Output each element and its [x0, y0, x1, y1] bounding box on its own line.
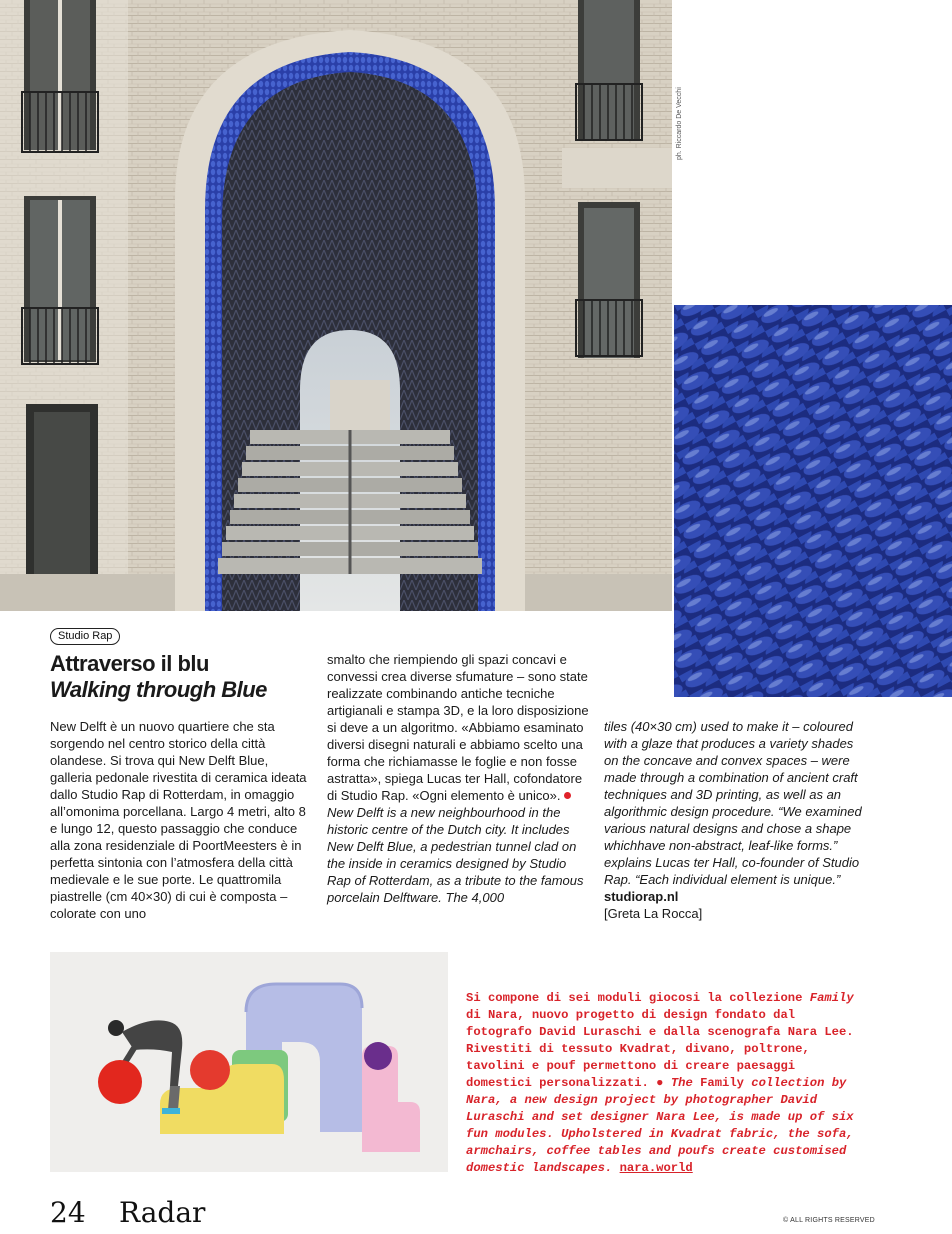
article-column-2 [327, 651, 589, 906]
body-text-it: New Delft è un nuovo quartiere che sta sorgendo nel centro storico della città olandese. Si trova qui New Delft Blue, galleria pedonale rivestita di ceramica ideata dallo Studio Rap di Rotterdam, in omaggio all’omonima porcellana. Largo 4 metri, alto 8 e lungo 12, questo passaggio che conduce alla zona residenziale di PoortMeesters è in perfetta sintonia con l’atmosfera della città medievale e le sue porte. Le quattromila piastrelle (cm 40×30) di cui è composta – colorate con uno [50, 719, 307, 921]
family-collection-photo [50, 952, 448, 1172]
section-title: Radar [119, 1196, 206, 1229]
copyright-notice: © ALL RIGHTS RESERVED [783, 1217, 875, 1224]
website-link[interactable]: studiorap.nl [604, 889, 679, 904]
bullet-dot-icon: ● [656, 1076, 664, 1090]
arch-photo [0, 0, 672, 611]
author-credit: [Greta La Rocca] [604, 906, 703, 921]
article-title: Attraverso il blu [50, 651, 209, 676]
bullet-dot-icon [564, 792, 571, 799]
article-column-3 [604, 718, 868, 922]
photo-credit: ph. Riccardo De Vecchi [676, 87, 683, 160]
body-text-en-continued: tiles (40×30 cm) used to make it – coloured with a glaze that produces a variety shades on the concave and convex spaces – were made through a combination of ancient craft techniques and 3D printing, as well as an algorithmic design procedure. “We examined various natural designs and chose a shape whichhave non-abstract, leaf-like forms.” explains Lucas ter Hall, co-founder of Studio Rap. “Each individual element is unique.” studiorap.nl [604, 719, 862, 904]
nara-website-link[interactable]: nara.world [619, 1161, 693, 1175]
page-number: 24 [50, 1196, 86, 1229]
family-caption: Si compone di sei moduli giocosi la collezione Family di Nara, nuovo progetto di design fondato dal fotografo David Luraschi e dalla scenografa Nara Lee. Rivestiti di tessuto Kvadrat, divano, poltrone, tavolini e pouf permettono di creare paesaggi domestici personalizzati. ● The Family collection by Nara, a new design project by photographer David Luraschi and set designer Nara Lee, is made up of six fun modules. Upholstered in Kvadrat fabric, the sofa, armchairs, coffee tables and poufs create customised domestic landscapes. nara.world [466, 991, 854, 1175]
tile-detail-photo [674, 305, 952, 697]
body-text-it-continued: smalto che riempiendo gli spazi concavi e convessi crea diverse sfumature – sono state realizzate combinando antiche tecniche artigianali e stampa 3D, e la loro disposizione si deve a un algoritmo. «Abbiamo esaminato diversi disegni naturali e abbiamo scelto una forma che richiamasse le foglie e non fosse astratta», spiega Lucas ter Hall, cofondatore di Studio Rap. «Ogni elemento è unico». New Delft is a new neighbourhood in the historic centre of the Dutch city. It includes New Delft Blue, a pedestrian tunnel clad on the inside in ceramics designed by Studio Rap of Rotterdam, as a tribute to the famous porcelain Delftware. The 4,000 [327, 652, 589, 905]
body-text-en: New Delft is a new neighbourhood in the historic centre of the Dutch city. It includes New Delft Blue, a pedestrian tunnel clad on the inside in ceramics designed by Studio Rap of Rotterdam, as a tribute to the famous porcelain Delftware. The 4,000 [327, 805, 584, 905]
article-subtitle: Walking through Blue [50, 677, 267, 702]
category-tag: Studio Rap [50, 628, 120, 645]
article-column-1 [50, 718, 312, 922]
